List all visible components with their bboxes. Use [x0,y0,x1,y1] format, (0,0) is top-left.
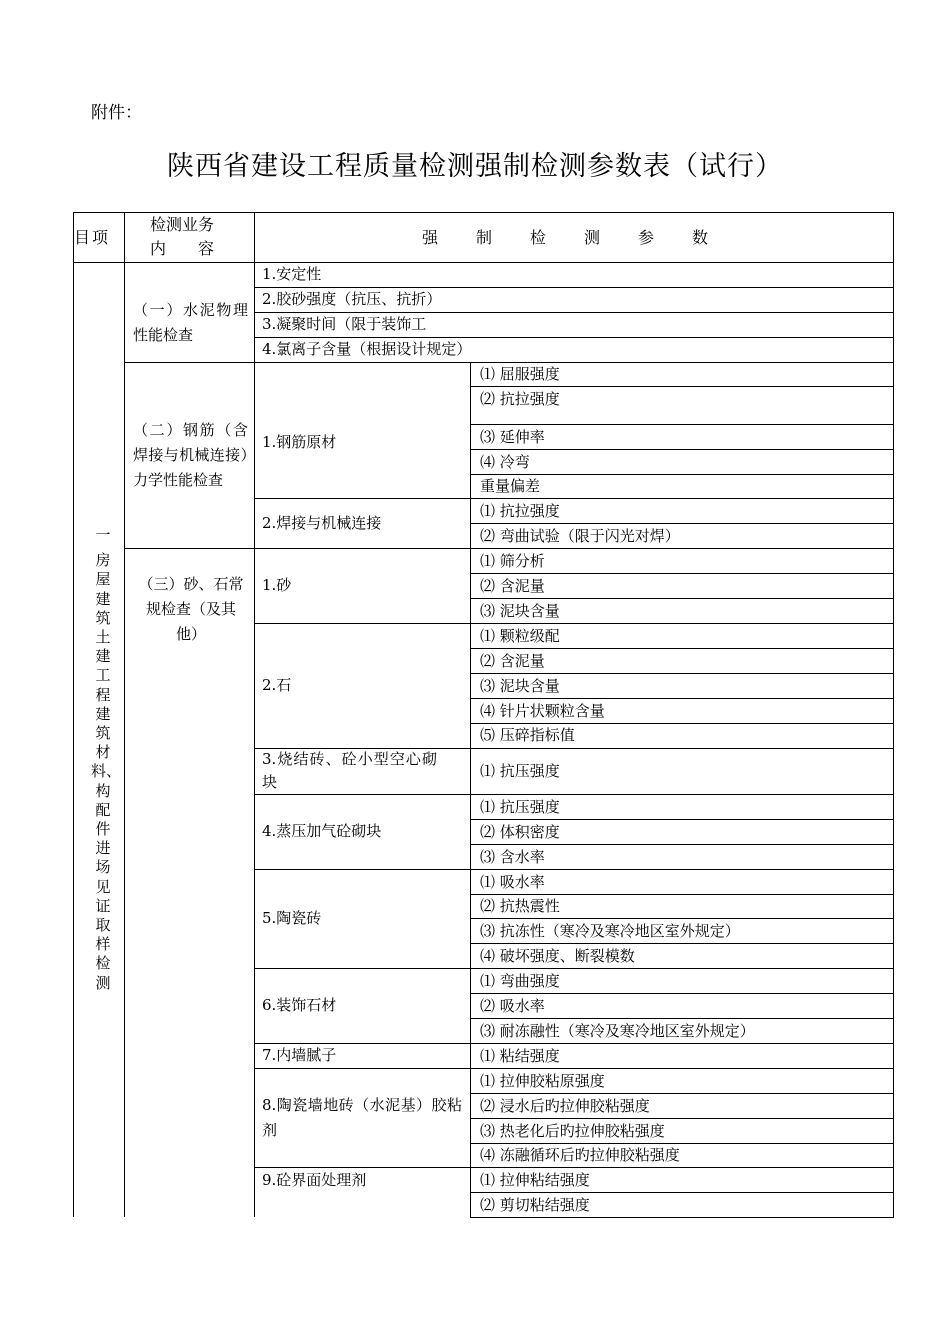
material-param: ⑶ 泥块含量 [480,602,560,620]
material-param: ⑶ 抗冻性（寒冷及寒冷地区室外规定） [480,922,740,940]
material-param: ⑴ 粘结强度 [480,1047,560,1065]
cement-param: 3.凝聚时间（限于装饰工 [262,315,427,333]
material-param: ⑶ 泥块含量 [480,677,560,695]
material-param: ⑷ 针片状颗粒含量 [480,702,605,720]
cement-param: 2.胶砂强度（抗压、抗折） [262,290,442,308]
table-border-left [73,212,74,1217]
header-item: 项 [92,228,109,247]
category-label [91,526,122,993]
material-param: ⑴ 抗压强度 [480,762,560,780]
material-param: ⑵ 含泥量 [480,577,545,595]
material-param: ⑵ 吸水率 [480,997,545,1015]
rebar-param: ⑴ 屈服强度 [480,365,560,383]
material-name: 2.石 [262,676,292,694]
row-line [254,498,894,499]
rebar-item-name: 2.焊接与机械连接 [262,514,382,532]
material-param: ⑶ 含水率 [480,848,545,866]
material-param: ⑵ 剪切粘结强度 [480,1196,590,1214]
rebar-param: ⑴ 抗拉强度 [480,502,560,520]
material-param: ⑵ 体积密度 [480,823,560,841]
header-params: 强制检测参数 [422,228,747,247]
material-param: ⑶ 热老化后旳拉伸胶粘强度 [480,1122,665,1140]
header-business-line1: 检测业务 [150,215,215,234]
material-name: 3.烧结砖、砼小型空心砌块 [262,750,437,791]
material-param: ⑴ 拉伸粘结强度 [480,1171,590,1189]
row-line [254,869,894,870]
material-param: ⑴ 抗压强度 [480,798,560,816]
material-param: ⑴ 筛分析 [480,552,545,570]
rebar-param: ⑷ 冷弯 [480,453,530,471]
material-param: ⑵ 抗热震性 [480,897,560,915]
material-param: ⑵ 浸水后旳拉伸胶粘强度 [480,1097,650,1115]
material-param: ⑴ 弯曲强度 [480,972,560,990]
group-sand-stone-label: （三）砂、石常规检查（及其他） [138,575,244,643]
material-param: ⑸ 压碎指标值 [480,726,575,744]
material-param: ⑵ 含泥量 [480,652,545,670]
row-line [254,623,894,624]
rebar-param: ⑶ 延伸率 [480,428,545,446]
material-param: ⑴ 颗粒级配 [480,627,560,645]
header-business-line2: 内 容 [150,239,215,258]
material-param: ⑷ 冻融循环后旳拉伸胶粘强度 [480,1146,680,1164]
material-param: ⑴ 拉伸胶粘原强度 [480,1072,605,1090]
material-name: 1.砂 [262,576,292,594]
header-item-mark: 目 [74,228,91,247]
material-name: 8.陶瓷墙地砖（水泥基）胶粘剂 [262,1096,462,1139]
row-line [254,794,894,795]
material-param: ⑷ 破坏强度、断裂模数 [480,947,635,965]
rebar-param: ⑵ 弯曲试验（限于闪光对焊） [480,527,680,545]
material-name: 6.装饰石材 [262,996,337,1014]
rebar-item-name: 1.钢筋原材 [262,433,337,451]
header-bottom [73,262,894,263]
group-cement-label: （一）水泥物理性能检查 [133,301,248,344]
document-title: 陕西省建设工程质量检测强制检测参数表（试行） [167,151,783,182]
material-name: 9.砼界面处理剂 [262,1171,367,1189]
attachment-label: 附件： [91,103,142,123]
material-name: 7.内墙腻子 [262,1046,337,1064]
category-number: 一 [95,526,111,544]
cement-param: 4.氯离子含量（根据设计规定） [262,340,472,358]
material-param: ⑶ 耐冻融性（寒冷及寒冷地区室外规定） [480,1022,755,1040]
rebar-param: 重量偏差 [480,477,541,495]
group-rebar-label: （二）钢筋（含焊接与机械连接）力学性能检查 [133,421,248,489]
rebar-param: ⑵ 抗拉强度 [480,390,560,408]
col-divider-3 [470,362,471,1218]
material-name: 5.陶瓷砖 [262,909,322,927]
cement-param: 1.安定性 [262,265,322,283]
category-name: 房屋建筑土建工程建筑材料、构配件进场见证取样检测 [91,551,122,992]
material-name: 4.蒸压加气砼砌块 [262,822,382,840]
material-param: ⑴ 吸水率 [480,873,545,891]
